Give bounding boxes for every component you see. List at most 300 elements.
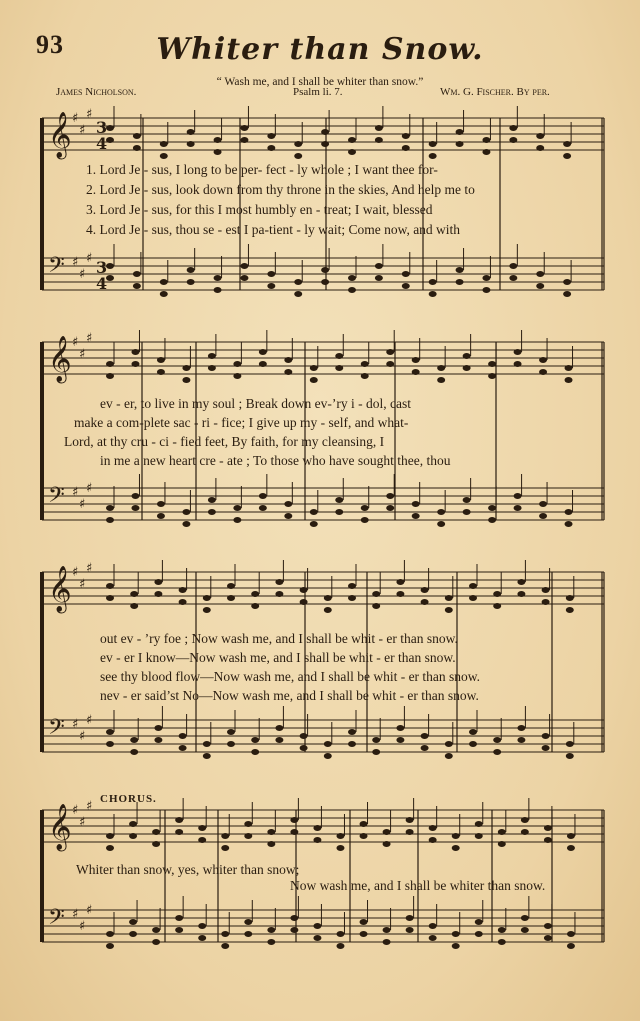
note-head <box>106 505 114 511</box>
note-head <box>386 349 394 355</box>
note-head <box>463 353 471 359</box>
note-head <box>514 493 522 499</box>
note-head <box>406 829 414 835</box>
note-head <box>214 287 222 293</box>
note-head <box>106 137 114 143</box>
note-head <box>294 279 302 285</box>
note-head <box>566 753 574 759</box>
note-head <box>429 153 437 159</box>
note-head <box>437 521 445 527</box>
note-head <box>275 737 283 743</box>
note-head <box>563 141 571 147</box>
note-head <box>157 357 165 363</box>
note-head <box>310 365 318 371</box>
sharp-icon: ♯ <box>79 267 86 282</box>
note-head <box>563 291 571 297</box>
note-head <box>509 125 517 131</box>
verse-3-line-3: see thy blood flow—Now wash me, and I shall be whit - er than snow. <box>100 669 481 684</box>
note-head <box>160 141 168 147</box>
note-head <box>187 129 195 135</box>
note-head <box>406 915 414 921</box>
note-head <box>198 837 206 843</box>
note-head <box>488 373 496 379</box>
treble-clef-icon: 𝄞 <box>48 566 72 612</box>
note-head <box>396 725 404 731</box>
note-head <box>498 841 506 847</box>
note-head <box>106 125 114 131</box>
note-head <box>175 915 183 921</box>
note-head <box>536 145 544 151</box>
note-head <box>336 931 344 937</box>
note-head <box>406 927 414 933</box>
note-head <box>536 271 544 277</box>
note-head <box>244 821 252 827</box>
note-head <box>214 137 222 143</box>
note-head <box>412 357 420 363</box>
note-head <box>565 509 573 515</box>
note-head <box>284 357 292 363</box>
chorus-line-2: Now wash me, and I shall be whiter than snow. <box>290 878 546 893</box>
note-head <box>267 927 275 933</box>
note-head <box>429 825 437 831</box>
note-head <box>179 599 187 605</box>
note-head <box>493 591 501 597</box>
note-head <box>313 923 321 929</box>
note-head <box>421 745 429 751</box>
note-head <box>456 129 464 135</box>
note-head <box>402 133 410 139</box>
note-head <box>275 579 283 585</box>
note-head <box>521 927 529 933</box>
note-head <box>386 361 394 367</box>
note-head <box>160 291 168 297</box>
note-head <box>469 729 477 735</box>
note-head <box>240 275 248 281</box>
note-head <box>437 365 445 371</box>
note-head <box>361 361 369 367</box>
note-head <box>294 141 302 147</box>
note-head <box>360 931 368 937</box>
note-head <box>290 817 298 823</box>
note-head <box>456 267 464 273</box>
note-head <box>324 741 332 747</box>
note-head <box>187 141 195 147</box>
note-head <box>152 841 160 847</box>
sharp-icon: ♯ <box>72 485 79 500</box>
note-head <box>321 129 329 135</box>
note-head <box>227 595 235 601</box>
note-head <box>565 521 573 527</box>
note-head <box>565 377 573 383</box>
note-head <box>452 845 460 851</box>
note-head <box>179 745 187 751</box>
note-head <box>498 939 506 945</box>
note-head <box>131 493 139 499</box>
note-head <box>488 517 496 523</box>
note-head <box>437 509 445 515</box>
note-head <box>521 817 529 823</box>
note-head <box>133 283 141 289</box>
note-head <box>233 373 241 379</box>
note-head <box>445 741 453 747</box>
note-head <box>336 845 344 851</box>
note-head <box>313 837 321 843</box>
sharp-icon: ♯ <box>72 335 79 350</box>
note-head <box>360 833 368 839</box>
note-head <box>267 829 275 835</box>
sharp-icon: ♯ <box>79 919 86 934</box>
treble-clef-icon: 𝄞 <box>48 336 72 382</box>
note-head <box>456 141 464 147</box>
sharp-icon: ♯ <box>86 713 93 728</box>
note-head <box>514 361 522 367</box>
note-head <box>336 943 344 949</box>
note-head <box>563 153 571 159</box>
note-head <box>429 935 437 941</box>
note-head <box>106 833 114 839</box>
note-head <box>463 509 471 515</box>
note-head <box>106 729 114 735</box>
note-head <box>259 349 267 355</box>
note-head <box>348 137 356 143</box>
note-head <box>396 579 404 585</box>
note-head <box>182 365 190 371</box>
note-head <box>240 125 248 131</box>
note-head <box>402 145 410 151</box>
sharp-icon: ♯ <box>79 497 86 512</box>
composer-credit: Wm. G. Fischer. By per. <box>440 86 550 98</box>
note-head <box>290 829 298 835</box>
note-head <box>412 369 420 375</box>
note-head <box>267 283 275 289</box>
hymn-title: Whiter than Snow. <box>156 32 484 67</box>
time-signature-top: 3 <box>96 258 108 277</box>
note-head <box>509 137 517 143</box>
note-head <box>130 737 138 743</box>
sharp-icon: ♯ <box>72 111 79 126</box>
note-head <box>375 137 383 143</box>
note-head <box>131 349 139 355</box>
note-head <box>233 361 241 367</box>
note-head <box>386 493 394 499</box>
note-head <box>539 369 547 375</box>
note-head <box>429 837 437 843</box>
note-head <box>284 369 292 375</box>
note-head <box>130 749 138 755</box>
note-head <box>488 361 496 367</box>
note-head <box>221 943 229 949</box>
note-head <box>514 505 522 511</box>
note-head <box>335 497 343 503</box>
note-head <box>267 145 275 151</box>
note-head <box>335 365 343 371</box>
sharp-icon: ♯ <box>79 347 86 362</box>
note-head <box>208 497 216 503</box>
note-head <box>259 505 267 511</box>
note-head <box>475 931 483 937</box>
note-head <box>259 493 267 499</box>
sharp-icon: ♯ <box>86 251 93 266</box>
note-head <box>429 291 437 297</box>
note-head <box>482 137 490 143</box>
note-head <box>421 599 429 605</box>
note-head <box>536 283 544 289</box>
sharp-icon: ♯ <box>86 481 93 496</box>
note-head <box>566 607 574 613</box>
verse-2-line-2: make a com-plete sac - ri - fice; I give up my - self, and what- <box>74 415 409 430</box>
scripture-reference: Psalm li. 7. <box>293 86 343 98</box>
bass-clef-icon: 𝄢 <box>48 483 65 513</box>
note-head <box>563 279 571 285</box>
note-head <box>284 501 292 507</box>
note-head <box>469 741 477 747</box>
sharp-icon: ♯ <box>86 799 93 814</box>
note-head <box>493 603 501 609</box>
note-head <box>348 595 356 601</box>
time-signature-bottom: 4 <box>96 134 108 153</box>
note-head <box>360 821 368 827</box>
note-head <box>361 373 369 379</box>
note-head <box>539 513 547 519</box>
note-head <box>133 271 141 277</box>
note-head <box>463 365 471 371</box>
note-head <box>106 931 114 937</box>
sharp-icon: ♯ <box>86 107 93 122</box>
note-head <box>429 279 437 285</box>
note-head <box>348 287 356 293</box>
note-head <box>375 125 383 131</box>
note-head <box>372 591 380 597</box>
note-head <box>129 833 137 839</box>
note-head <box>160 153 168 159</box>
note-head <box>233 517 241 523</box>
note-head <box>214 275 222 281</box>
note-head <box>129 821 137 827</box>
note-head <box>175 829 183 835</box>
note-head <box>361 505 369 511</box>
note-head <box>179 733 187 739</box>
note-head <box>383 939 391 945</box>
note-head <box>514 349 522 355</box>
note-head <box>106 361 114 367</box>
note-head <box>106 845 114 851</box>
note-head <box>335 353 343 359</box>
note-head <box>154 737 162 743</box>
note-head <box>152 927 160 933</box>
note-head <box>152 829 160 835</box>
note-head <box>227 583 235 589</box>
note-head <box>187 267 195 273</box>
note-head <box>267 939 275 945</box>
note-head <box>544 935 552 941</box>
note-head <box>544 825 552 831</box>
note-head <box>313 935 321 941</box>
treble-clef-icon: 𝄞 <box>48 112 72 158</box>
note-head <box>402 271 410 277</box>
note-head <box>294 153 302 159</box>
note-head <box>244 919 252 925</box>
note-head <box>544 923 552 929</box>
note-head <box>324 595 332 601</box>
note-head <box>445 753 453 759</box>
note-head <box>267 271 275 277</box>
note-head <box>469 595 477 601</box>
note-head <box>221 845 229 851</box>
note-head <box>402 283 410 289</box>
note-head <box>208 353 216 359</box>
note-head <box>106 741 114 747</box>
note-head <box>160 279 168 285</box>
verse-1-line-1: 1. Lord Je - sus, I long to be per- fect - ly whole ; I want thee for- <box>86 162 438 177</box>
note-head <box>310 521 318 527</box>
note-head <box>157 513 165 519</box>
note-head <box>106 943 114 949</box>
note-head <box>227 741 235 747</box>
note-head <box>475 821 483 827</box>
note-head <box>383 927 391 933</box>
note-head <box>493 737 501 743</box>
note-head <box>469 583 477 589</box>
note-head <box>175 927 183 933</box>
note-head <box>133 145 141 151</box>
sharp-icon: ♯ <box>86 561 93 576</box>
note-head <box>412 501 420 507</box>
note-head <box>567 931 575 937</box>
note-head <box>536 133 544 139</box>
note-head <box>475 833 483 839</box>
sharp-icon: ♯ <box>79 123 86 138</box>
note-head <box>396 737 404 743</box>
note-head <box>227 729 235 735</box>
note-head <box>348 741 356 747</box>
note-head <box>310 509 318 515</box>
note-head <box>130 603 138 609</box>
note-head <box>421 587 429 593</box>
note-head <box>375 263 383 269</box>
sharp-icon: ♯ <box>79 729 86 744</box>
note-head <box>542 599 550 605</box>
note-head <box>321 141 329 147</box>
note-head <box>203 595 211 601</box>
sharp-icon: ♯ <box>86 331 93 346</box>
note-head <box>372 737 380 743</box>
note-head <box>251 603 259 609</box>
note-head <box>221 833 229 839</box>
note-head <box>429 141 437 147</box>
note-head <box>498 829 506 835</box>
bass-clef-icon: 𝄢 <box>48 715 65 745</box>
note-head <box>267 841 275 847</box>
page-number: 93 <box>36 30 64 59</box>
note-head <box>429 923 437 929</box>
note-head <box>482 275 490 281</box>
verse-1-line-3: out ev - ’ry foe ; Now wash me, and I shall be whit - er than snow. <box>100 631 458 646</box>
sharp-icon: ♯ <box>86 903 93 918</box>
note-head <box>542 733 550 739</box>
note-head <box>335 509 343 515</box>
note-head <box>336 833 344 839</box>
note-head <box>386 505 394 511</box>
note-head <box>509 275 517 281</box>
note-head <box>129 919 137 925</box>
note-head <box>106 263 114 269</box>
note-head <box>517 737 525 743</box>
note-head <box>348 583 356 589</box>
note-head <box>129 931 137 937</box>
verse-3-line-2: Lord, at thy cru - ci - fied feet, By faith, for my cleansing, I <box>64 434 385 449</box>
note-head <box>130 591 138 597</box>
verse-2-line-1: 2. Lord Je - sus, look down from thy throne in the skies, And help me to <box>86 182 475 197</box>
note-head <box>214 149 222 155</box>
epigraph: “ Wash me, and I shall be whiter than snow.” <box>216 76 424 88</box>
note-head <box>221 931 229 937</box>
note-head <box>154 579 162 585</box>
note-head <box>259 361 267 367</box>
note-head <box>203 607 211 613</box>
note-head <box>251 749 259 755</box>
note-head <box>482 149 490 155</box>
note-head <box>372 749 380 755</box>
sharp-icon: ♯ <box>72 565 79 580</box>
sharp-icon: ♯ <box>72 803 79 818</box>
note-head <box>475 919 483 925</box>
note-head <box>179 587 187 593</box>
verse-4-line-3: nev - er said’st No—Now wash me, and I shall be whit - er than snow. <box>100 688 479 703</box>
note-head <box>152 939 160 945</box>
verse-1-line-2: ev - er, to live in my soul ; Break down ev-’ry i - dol, cast <box>100 396 412 411</box>
note-head <box>383 841 391 847</box>
note-head <box>133 133 141 139</box>
note-head <box>452 931 460 937</box>
treble-clef-icon: 𝄞 <box>48 804 72 850</box>
note-head <box>324 753 332 759</box>
note-head <box>267 133 275 139</box>
note-head <box>348 149 356 155</box>
note-head <box>437 377 445 383</box>
note-head <box>452 833 460 839</box>
note-head <box>517 579 525 585</box>
note-head <box>240 137 248 143</box>
note-head <box>542 745 550 751</box>
note-head <box>106 373 114 379</box>
note-head <box>208 365 216 371</box>
note-head <box>567 833 575 839</box>
note-head <box>154 725 162 731</box>
verse-3-line-1: 3. Lord Je - sus, for this I most humbly en - treat; I wait, blessed <box>86 202 433 217</box>
note-head <box>321 279 329 285</box>
note-head <box>567 943 575 949</box>
note-head <box>300 733 308 739</box>
note-head <box>300 599 308 605</box>
note-head <box>493 749 501 755</box>
note-head <box>182 509 190 515</box>
note-head <box>198 935 206 941</box>
note-head <box>566 595 574 601</box>
author-credit: James Nicholson. <box>56 86 137 98</box>
note-head <box>521 829 529 835</box>
time-signature-top: 3 <box>96 118 108 137</box>
note-head <box>566 741 574 747</box>
note-head <box>106 595 114 601</box>
verse-4-line-1: 4. Lord Je - sus, thou se - est I pa-tient - ly wait; Come now, and with <box>86 222 461 237</box>
note-head <box>321 267 329 273</box>
sharp-icon: ♯ <box>79 577 86 592</box>
note-head <box>567 845 575 851</box>
bass-clef-icon: 𝄢 <box>48 905 65 935</box>
note-head <box>361 517 369 523</box>
note-head <box>360 919 368 925</box>
note-head <box>456 279 464 285</box>
